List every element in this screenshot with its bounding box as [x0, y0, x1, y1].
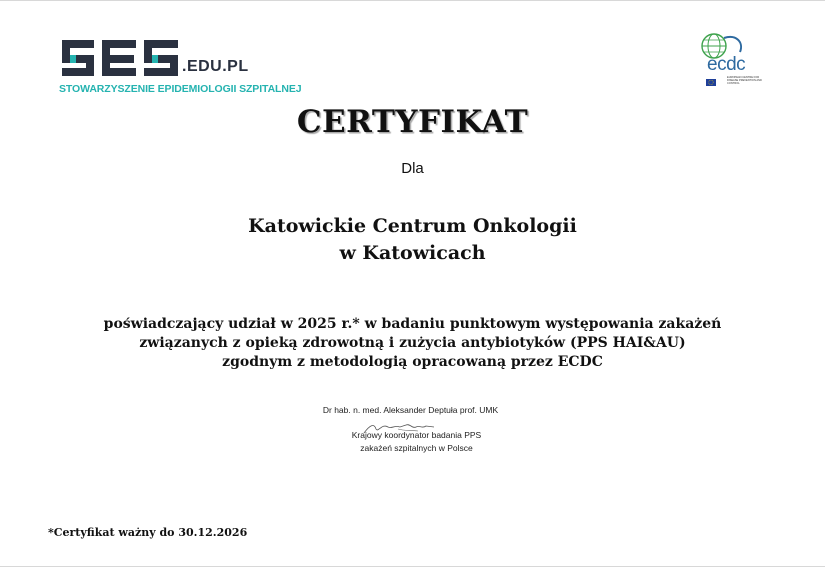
ecdc-wordmark: ecdc [707, 54, 746, 75]
for-label: Dla [401, 160, 424, 177]
validity-note: *Certyfikat ważny do 30.12.2026 [48, 526, 248, 539]
ses-logo-mark [58, 38, 183, 80]
ecdc-logo [694, 32, 766, 92]
signatory-role-line-1: Krajowy koordynator badania PPS [351, 430, 482, 440]
statement-line-2: związanych z opieką zdrowotną i zużycia antybiotyków (PPS HAI&AU) [139, 335, 686, 351]
page-top-border [0, 0, 825, 1]
certificate-title: CERTYFIKAT [296, 104, 529, 140]
recipient-city: w Katowicach [339, 242, 486, 264]
statement-line-1: poświadczający udział w 2025 r.* w badaniu punktowym występowania zakażeń [103, 316, 722, 332]
ses-organization-name: STOWARZYSZENIE EPIDEMIOLOGII SZPITALNEJ [59, 83, 302, 95]
page-bottom-border [0, 566, 825, 567]
ses-domain-text: .EDU.PL [182, 58, 249, 75]
ecdc-subtitle: EUROPEAN CENTRE FOR DISEASE PREVENTION AND CONTROL [727, 76, 762, 85]
signatory-name: Dr hab. n. med. Aleksander Deptuła prof. UMK [322, 405, 499, 415]
signatory-role-line-2: zakażeń szpitalnych w Polsce [360, 443, 473, 453]
recipient-name: Katowickie Centrum Onkologii [248, 215, 577, 237]
ses-logo [58, 38, 302, 98]
statement-line-3: zgodnym z metodologią opracowaną przez ECDC [222, 354, 603, 370]
